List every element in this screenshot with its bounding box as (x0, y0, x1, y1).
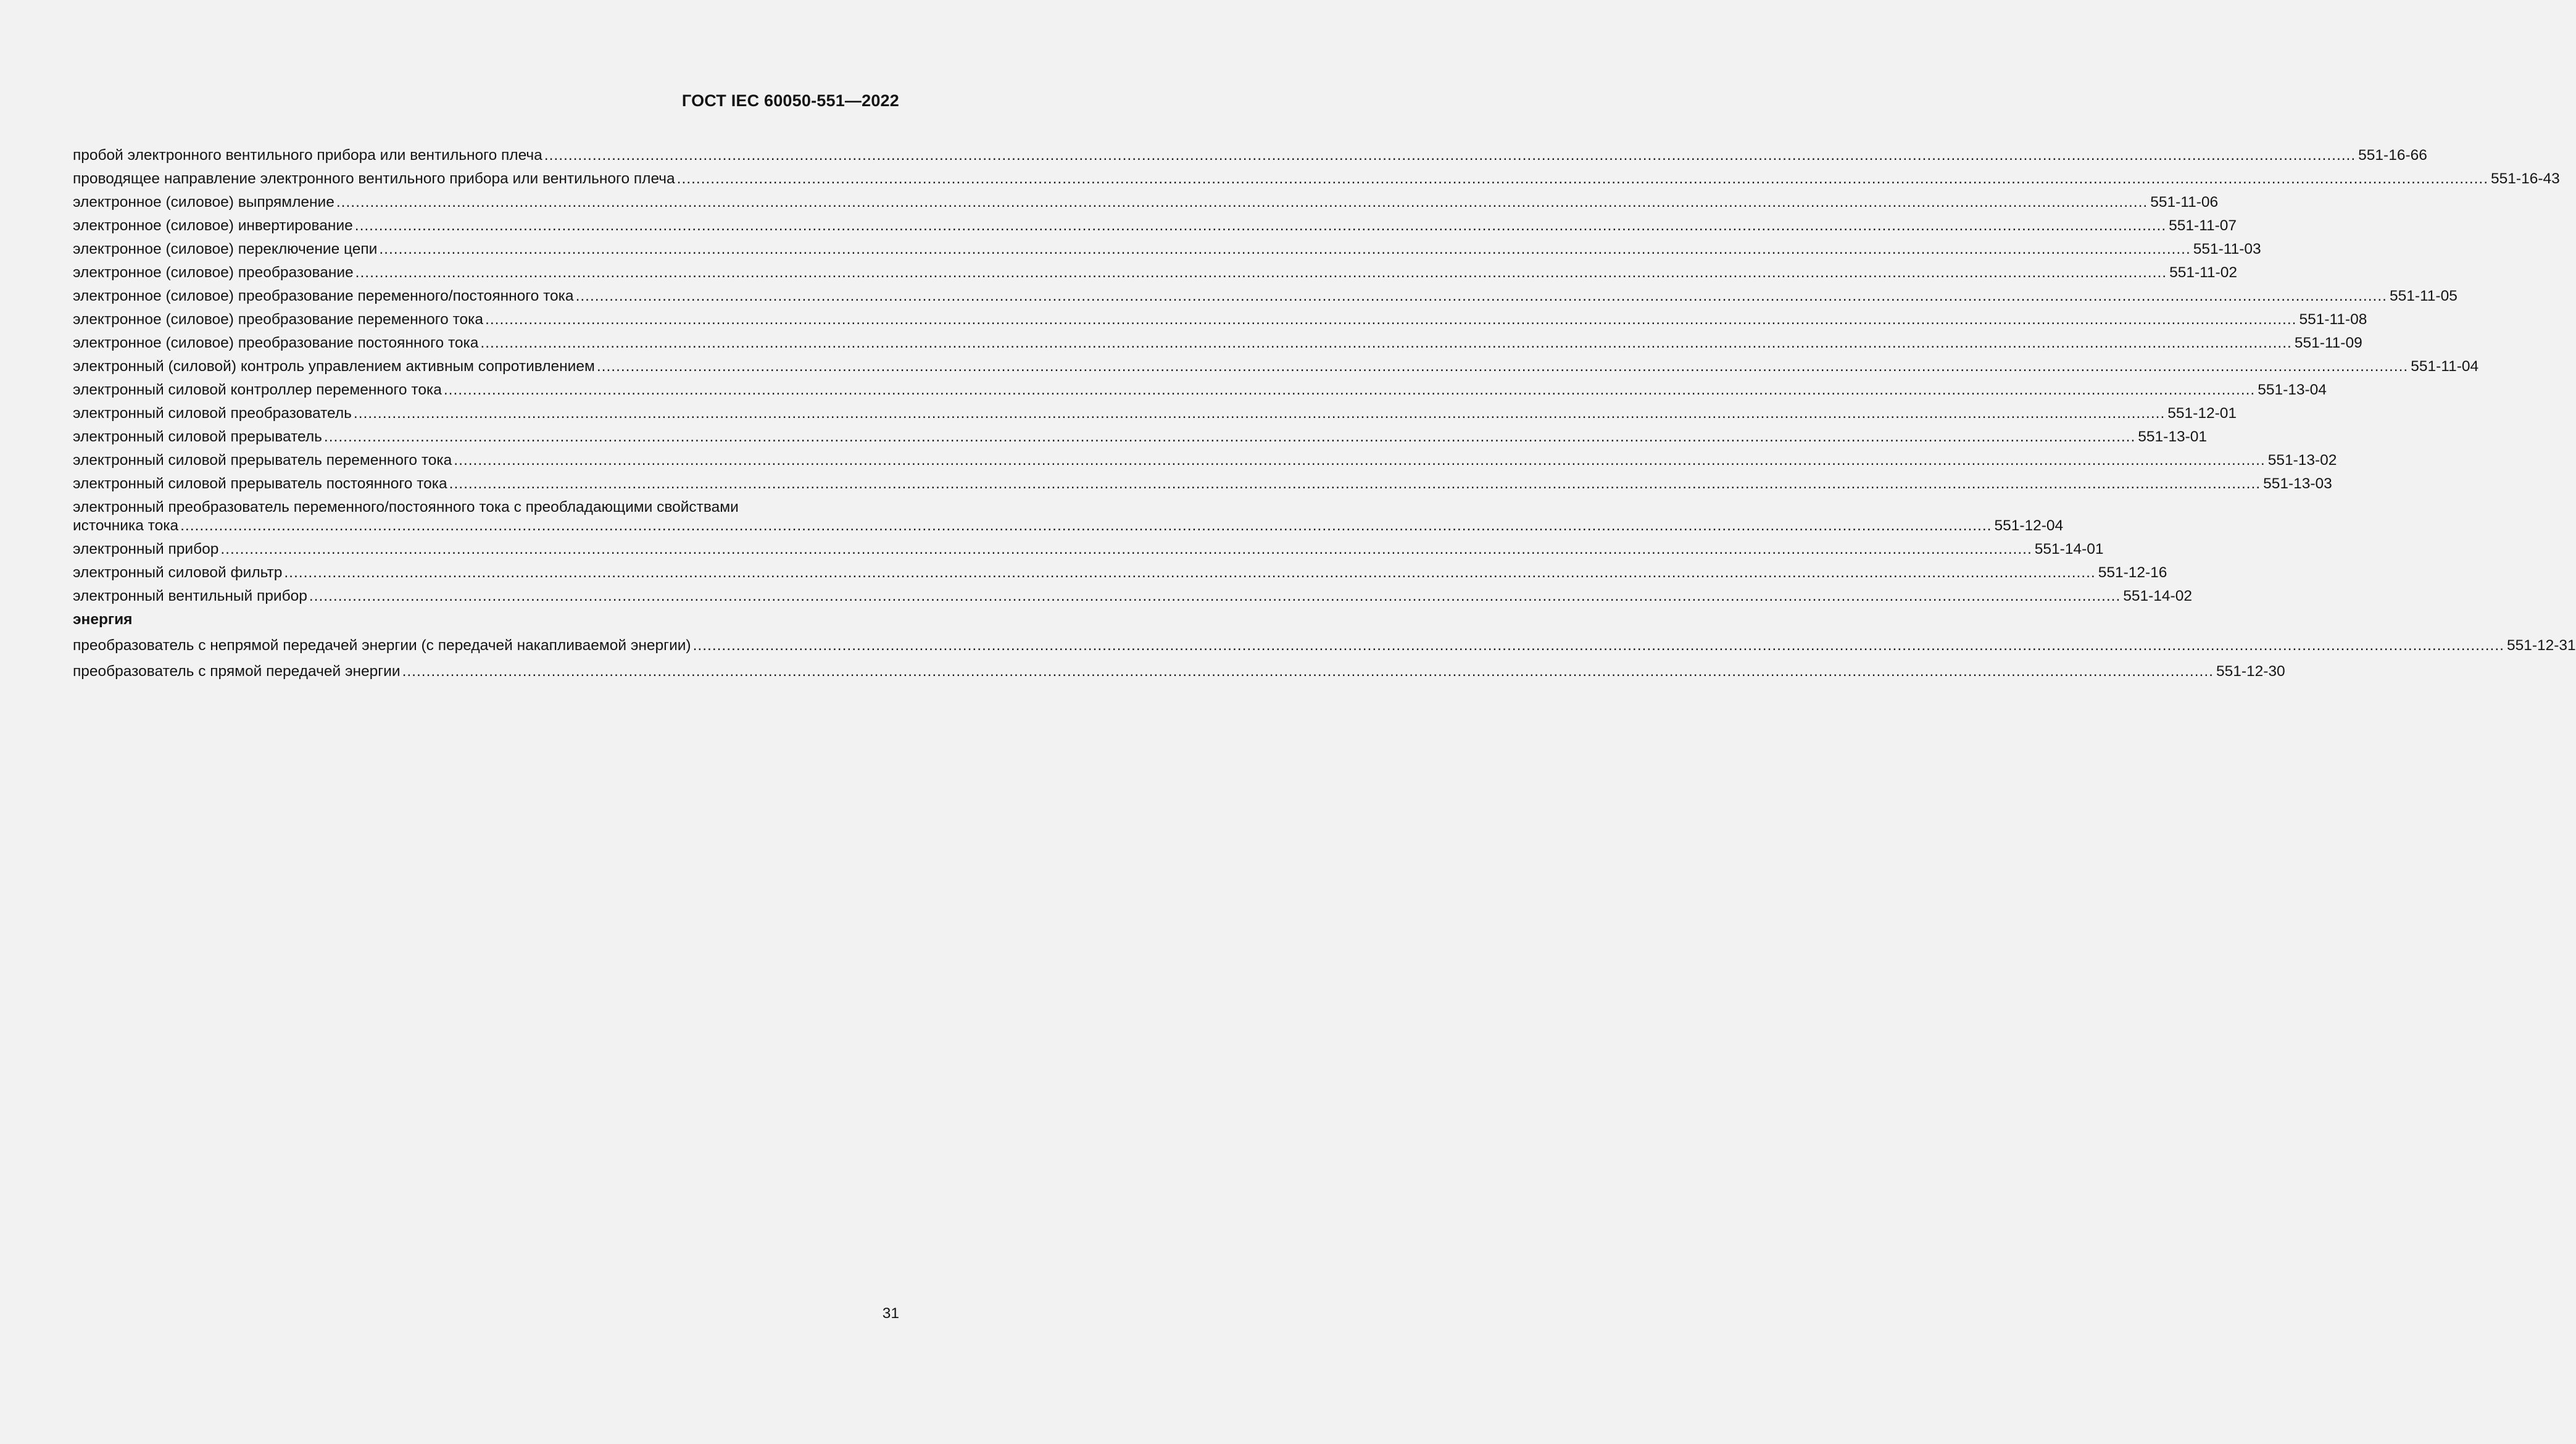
entry-term: электронный силовой прерыватель (73, 428, 322, 445)
index-entry (73, 258, 2237, 282)
index-entry (73, 582, 2192, 605)
leader-dots: ........................................................................................................................................................................................................................................................................................................................................................................................ (485, 311, 2297, 328)
leader-dots: ........................................................................................................................................................................................................................................................................................................................................................................................ (379, 241, 2191, 257)
entry-term: электронное (силовое) преобразование переменного/постоянного тока (73, 288, 574, 304)
entry-code: 551-11-05 (2389, 288, 2458, 304)
leader-dots: ........................................................................................................................................................................................................................................................................................................................................................................................ (220, 541, 2032, 557)
leader-dots: ........................................................................................................................................................................................................................................................................................................................................................................................ (353, 405, 2166, 422)
leader-dots: ........................................................................................................................................................................................................................................................................................................................................................................................ (323, 428, 2136, 445)
leader-dots: ........................................................................................................................................................................................................................................................................................................................................................................................ (575, 288, 2387, 304)
entry-code: 551-11-07 (2169, 217, 2237, 234)
entry-code: 551-11-02 (2169, 264, 2237, 281)
leader-dots: ........................................................................................................................................................................................................................................................................................................................................................................................ (692, 637, 2504, 654)
entry-term-line2: источника тока (73, 517, 179, 534)
entry-code: 551-11-04 (2411, 358, 2479, 375)
entry-code: 551-11-08 (2299, 311, 2367, 328)
index-entry (73, 352, 2479, 375)
index-entry (73, 628, 2576, 654)
leader-dots: ........................................................................................................................................................................................................................................................................................................................................................................................ (284, 564, 2096, 581)
entry-code: 551-11-06 (2150, 194, 2219, 211)
entry-term-line1: электронный преобразователь переменного/постоянного тока с преобладающими свойствами (73, 499, 739, 515)
index-entry-multiline (73, 499, 2064, 535)
entry-term: преобразователь с непрямой передачей энергии (с передачей накапливаемой энергии) (73, 637, 691, 654)
entry-term: электронный силовой фильтр (73, 564, 283, 581)
entry-term: электронное (силовое) преобразование переменного тока (73, 311, 484, 328)
entry-term: электронный силовой прерыватель постоянного тока (73, 475, 447, 492)
entry-term: электронный силовой прерыватель переменного тока (73, 452, 452, 469)
entry-term: электронное (силовое) преобразование (73, 264, 354, 281)
index-entry (73, 211, 2237, 235)
index-entry (73, 469, 2332, 493)
group-heading: энергия (73, 611, 133, 628)
index-entry (73, 399, 2237, 422)
leader-dots: ........................................................................................................................................................................................................................................................................................................................................................................................ (676, 170, 2489, 187)
entry-term: электронный вентильный прибор (73, 588, 307, 604)
leader-dots: ........................................................................................................................................................................................................................................................................................................................................................................................ (596, 358, 2409, 375)
index-entry (73, 141, 2427, 164)
entry-term-line2-row (73, 516, 2064, 535)
leader-dots: ........................................................................................................................................................................................................................................................................................................................................................................................ (309, 588, 2121, 604)
index-entry (73, 654, 2285, 680)
entry-term: электронное (силовое) переключение цепи (73, 241, 378, 257)
entry-code: 551-14-02 (2123, 588, 2192, 604)
leader-dots: ........................................................................................................................................................................................................................................................................................................................................................................................ (454, 452, 2266, 469)
index-entries (73, 141, 2576, 680)
entry-term: электронный силовой преобразователь (73, 405, 352, 422)
index-entry (73, 422, 2207, 446)
entry-code: 551-13-02 (2267, 452, 2337, 469)
leader-dots: ........................................................................................................................................................................................................................................................................................................................................................................................ (354, 217, 2167, 234)
index-entry (73, 535, 2104, 558)
entry-term: пробой электронного вентильного прибора или вентильного плеча (73, 147, 542, 164)
entry-term: преобразователь с прямой передачей энергии (73, 663, 401, 680)
entry-code: 551-11-09 (2294, 335, 2362, 351)
entry-term: электронное (силовое) инвертирование (73, 217, 353, 234)
index-entry (73, 375, 2327, 399)
page-number: 31 (882, 1305, 899, 1322)
leader-dots: ........................................................................................................................................................................................................................................................................................................................................................................................ (180, 517, 1992, 534)
index-entry (73, 446, 2337, 469)
entry-term: проводящее направление электронного вентильного прибора или вентильного плеча (73, 170, 675, 187)
entry-code: 551-12-30 (2216, 663, 2285, 680)
entry-code: 551-12-16 (2098, 564, 2167, 581)
entry-term: электронное (силовое) выпрямление (73, 194, 334, 211)
index-entry (73, 164, 2560, 188)
leader-dots: ........................................................................................................................................................................................................................................................................................................................................................................................ (449, 475, 2261, 492)
entry-code: 551-12-04 (1994, 517, 2064, 534)
leader-dots: ........................................................................................................................................................................................................................................................................................................................................................................................ (480, 335, 2292, 351)
index-entry (73, 305, 2367, 328)
leader-dots: ........................................................................................................................................................................................................................................................................................................................................................................................ (443, 382, 2256, 398)
entry-code: 551-13-01 (2138, 428, 2207, 445)
entry-code: 551-13-03 (2263, 475, 2332, 492)
leader-dots: ........................................................................................................................................................................................................................................................................................................................................................................................ (355, 264, 2167, 281)
entry-term: электронный прибор (73, 541, 219, 557)
entry-code: 551-14-01 (2034, 541, 2104, 557)
index-entry (73, 328, 2362, 352)
leader-dots: ........................................................................................................................................................................................................................................................................................................................................................................................ (544, 147, 2356, 164)
index-entry (73, 282, 2458, 305)
entry-term: электронный силовой контроллер переменного тока (73, 382, 442, 398)
entry-code: 551-11-03 (2193, 241, 2261, 257)
entry-code: 551-13-04 (2258, 382, 2327, 398)
index-entry (73, 558, 2167, 582)
entry-code: 551-16-66 (2358, 147, 2427, 164)
entry-code: 551-12-31 (2506, 637, 2576, 654)
entry-term: электронное (силовое) преобразование постоянного тока (73, 335, 479, 351)
index-entry (73, 188, 2219, 211)
leader-dots: ........................................................................................................................................................................................................................................................................................................................................................................................ (336, 194, 2148, 211)
entry-term: электронный (силовой) контроль управлением активным сопротивлением (73, 358, 595, 375)
entry-code: 551-16-43 (2491, 170, 2560, 187)
leader-dots: ........................................................................................................................................................................................................................................................................................................................................................................................ (402, 663, 2214, 680)
index-entry (73, 235, 2261, 258)
entry-code: 551-12-01 (2167, 405, 2237, 422)
document-header: ГОСТ IEC 60050-551—2022 (681, 91, 899, 110)
